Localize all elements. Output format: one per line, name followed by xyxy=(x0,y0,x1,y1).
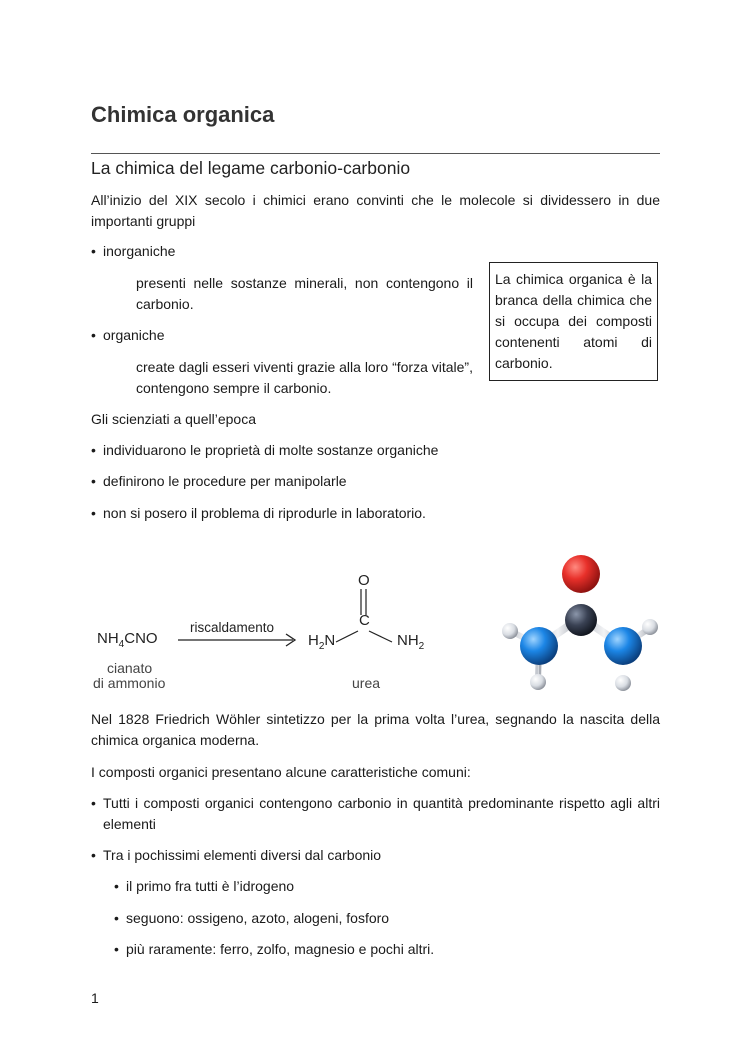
atom-carbon: C xyxy=(359,612,370,629)
reactant-name-line-2: di ammonio xyxy=(93,675,166,691)
list-item: • Tutti i composti organici contengono carbonio in quantità predominante rispetto agli altri elementi xyxy=(91,795,660,832)
list-item-label: organiche xyxy=(103,327,165,343)
definition-sidebox: La chimica organica è la branca della chimica che si occupa dei composti contenenti atomi di carbonio. xyxy=(489,262,658,381)
page-number: 1 xyxy=(91,990,99,1006)
list-item: • individuarono le proprietà di molte sostanze organiche xyxy=(91,442,439,458)
section-title: La chimica del legame carbonio-carbonio xyxy=(91,153,660,179)
hydrogen-atom xyxy=(615,675,631,691)
bond-c-n-right xyxy=(369,631,392,642)
scientists-intro: Gli scienziati a quell’epoca xyxy=(91,411,256,427)
definition-organiche: create dagli esseri viventi grazie alla loro “forza vitale”, contengono sempre il carbonio. xyxy=(136,359,473,396)
page-title: Chimica organica xyxy=(91,102,275,127)
sub-list-item: • seguono: ossigeno, azoto, alogeni, fosforo xyxy=(114,910,390,926)
reactant-name-line-1: cianato xyxy=(107,660,153,676)
sub-list-item: • più raramente: ferro, zolfo, magnesio e pochi altri. xyxy=(114,941,435,957)
carbon-atom xyxy=(565,604,597,636)
list-item-inorganiche: • inorganiche xyxy=(91,241,471,262)
list-item-organiche: • organiche xyxy=(91,325,471,346)
group-nh2: $NH_2$ xyxy=(397,632,425,652)
common-intro: I composti organici presentano alcune caratteristiche comuni: xyxy=(91,764,471,780)
definition-inorganiche: presenti nelle sostanze minerali, non contengono il carbonio. xyxy=(136,275,473,312)
list-item: • definirono le procedure per manipolarle xyxy=(91,473,347,489)
hydrogen-atom xyxy=(642,619,658,635)
urea-molecule-model xyxy=(495,548,665,698)
hydrogen-atom xyxy=(502,623,518,639)
arrow-label: riscaldamento xyxy=(190,620,275,635)
hydrogen-atom xyxy=(530,674,546,690)
list-item-label: inorganiche xyxy=(103,243,176,259)
intro-paragraph: All’inizio del XIX secolo i chimici erano convinti che le molecole si dividessero in due importanti gruppi xyxy=(91,192,660,229)
product-name: urea xyxy=(352,675,381,691)
sub-list-item: • il primo fra tutti è l’idrogeno xyxy=(114,878,295,894)
reaction-arrow-and-bonds xyxy=(170,570,440,670)
nitrogen-atom xyxy=(604,627,642,665)
wohler-paragraph: Nel 1828 Friedrich Wöhler sintetizzo per la prima volta l’urea, segnando la nascita della chimica organica moderna. xyxy=(91,711,660,748)
group-h2n: $H_2N$ xyxy=(308,632,336,652)
nitrogen-atom xyxy=(520,627,558,665)
list-item: • Tra i pochissimi elementi diversi dal carbonio xyxy=(91,847,382,863)
oxygen-atom xyxy=(562,555,600,593)
atom-oxygen: O xyxy=(358,572,370,589)
bond-c-n-left xyxy=(336,631,358,642)
list-item: • non si posero il problema di riprodurle in laboratorio. xyxy=(91,505,426,521)
reactant-formula: $NH_4CNO$ xyxy=(97,630,158,650)
